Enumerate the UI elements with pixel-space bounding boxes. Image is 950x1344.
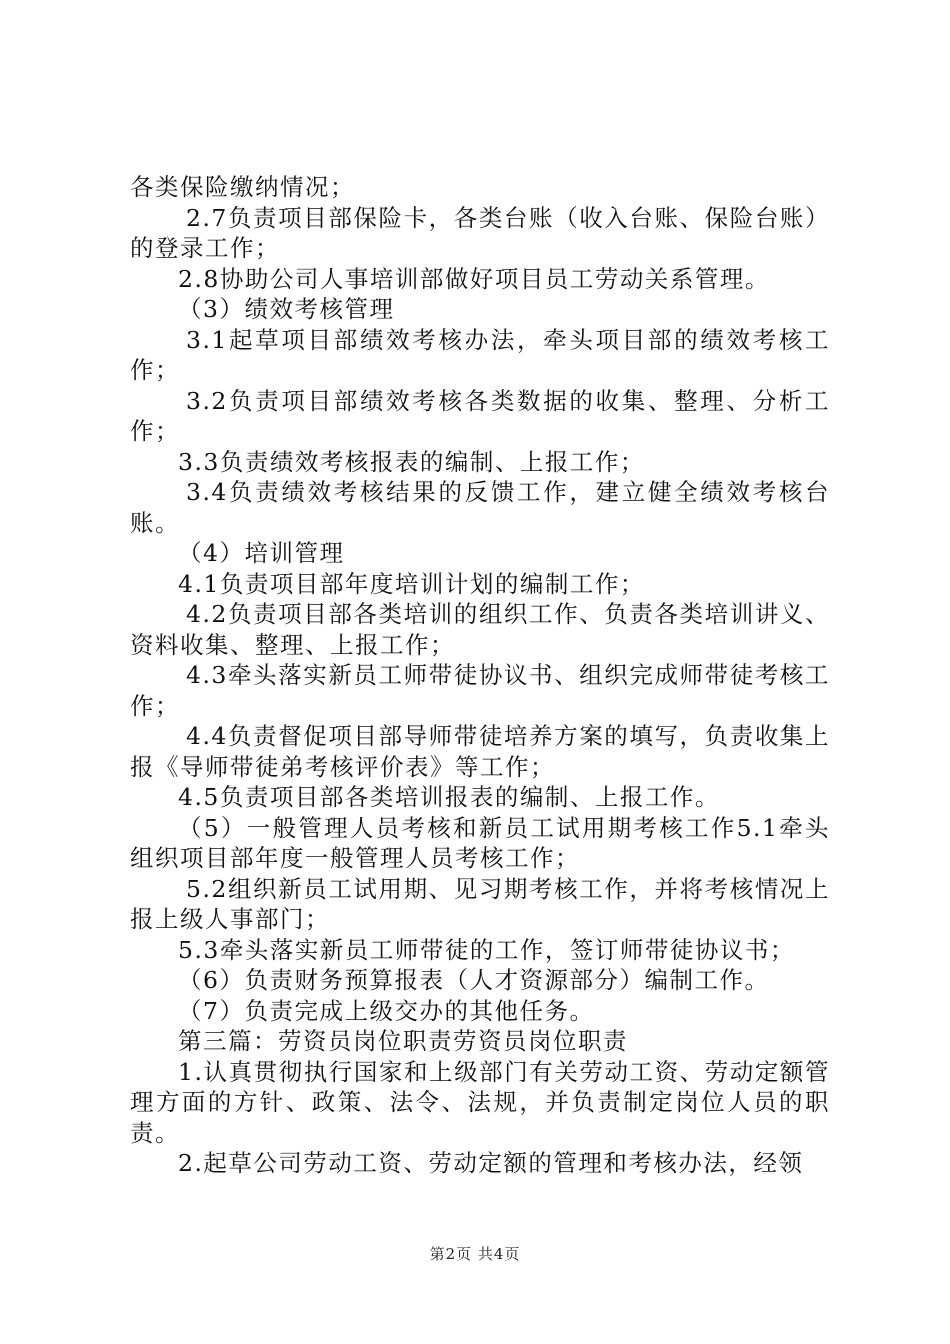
paragraph-12: 4.3牵头落实新员工师带徒协议书、组织完成师带徒考核工作； [130, 661, 830, 720]
paragraph-8: 3.4负责绩效考核结果的反馈工作，建立健全绩效考核台账。 [130, 478, 830, 537]
section-heading-5: （5）一般管理人员考核和新员工试用期考核工作5.1牵头组织项目部年度一般管理人员考核工作； [130, 813, 830, 872]
paragraph-22: 2.起草公司劳动工资、劳动定额的管理和考核办法，经领 [178, 1149, 804, 1177]
page-number-footer: 第2页 共4页 [429, 1245, 521, 1263]
paragraph-2: 2.7负责项目部保险卡，各类台账（收入台账、保险台账）的登录工作； [130, 203, 830, 262]
section-heading-6: （6）负责财务预算报表（人才资源部分）编制工作。 [178, 966, 770, 994]
paragraph-17: 5.3牵头落实新员工师带徒的工作，签订师带徒协议书； [178, 935, 795, 964]
paragraph-11: 4.2负责项目部各类培训的组织工作、负责各类培训讲义、资料收集、整理、上报工作； [130, 600, 830, 659]
section-heading-4: （4）培训管理 [178, 539, 345, 567]
paragraph-14: 4.5负责项目部各类培训报表的编制、上报工作。 [178, 783, 720, 811]
paragraph-10: 4.1负责项目部年度培训计划的编制工作； [178, 569, 645, 598]
section-heading-7: （7）负责完成上级交办的其他任务。 [178, 996, 595, 1025]
paragraph-21: 1.认真贯彻执行国家和上级部门有关劳动工资、劳动定额管理方面的方针、政策、法令、法规，并负责制定岗位人员的职责。 [130, 1057, 830, 1147]
chapter-heading: 第三篇：劳资员岗位职责劳资员岗位职责 [178, 1027, 628, 1055]
paragraph-6: 3.2负责项目部绩效考核各类数据的收集、整理、分析工作； [130, 386, 830, 445]
paragraph-5: 3.1起草项目部绩效考核办法，牵头项目部的绩效考核工作； [130, 325, 830, 384]
paragraph-16: 5.2组织新员工试用期、见习期考核工作，并将考核情况上报上级人事部门； [130, 874, 830, 933]
paragraph-1: 各类保险缴纳情况； [130, 173, 355, 201]
paragraph-7: 3.3负责绩效考核报表的编制、上报工作； [178, 447, 645, 476]
section-heading-3: （3）绩效考核管理 [178, 295, 395, 323]
paragraph-3: 2.8协助公司人事培训部做好项目员工劳动关系管理。 [178, 264, 770, 293]
paragraph-13: 4.4负责督促项目部导师带徒培养方案的填写，负责收集上报《导师带徒弟考核评价表》等工作； [130, 722, 830, 781]
document-body [130, 172, 830, 1179]
